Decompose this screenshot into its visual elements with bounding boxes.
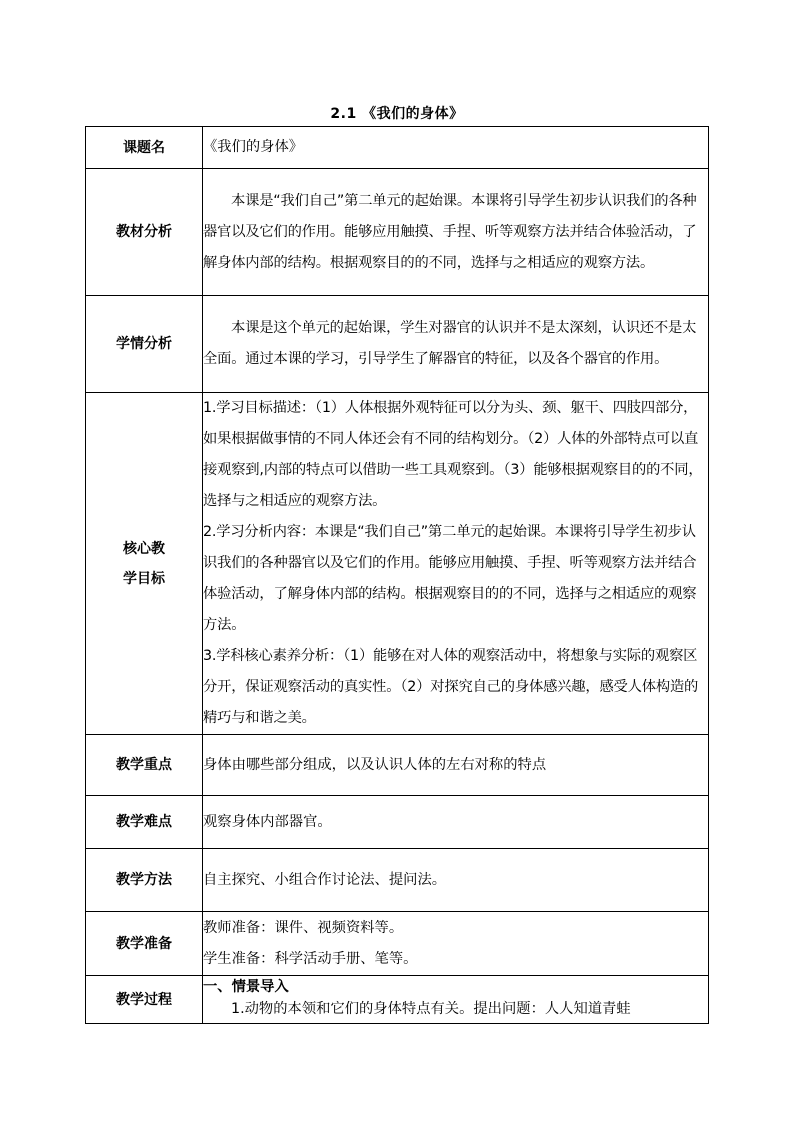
- process-heading: 一、情景导入: [203, 979, 289, 995]
- core-objectives-text: [203, 393, 709, 735]
- objective-item: 3.学科核心素养分析：（1）能够在对人体的观察活动中，将想象与实际的观察区分开，保证观察活动的真实性。（2）对探究自己的身体感兴趣，感受人体构造的精巧与和谐之美。: [203, 648, 699, 726]
- row-process: [86, 976, 709, 1024]
- difficulties-value: 观察身体内部器官。: [203, 796, 709, 849]
- row-key-points: [86, 735, 709, 796]
- methods-value: 自主探究、小组合作讨论法、提问法。: [203, 849, 709, 912]
- label-preparation: 教学准备: [86, 912, 203, 976]
- row-topic: [86, 127, 709, 169]
- process-text: [203, 976, 709, 1024]
- label-process: 教学过程: [86, 976, 203, 1024]
- material-analysis-paragraph: 本课是“我们自己”第二单元的起始课。本课将引导学生初步认识我们的各种器官以及它们的作用。能够应用触摸、手捏、听等观察方法并结合体验活动，了解身体内部的结构。根据观察目的的不同，选择与之相适应的观察方法。: [203, 192, 697, 271]
- student-preparation: 学生准备：科学活动手册、笔等。: [203, 950, 418, 967]
- label-core-objectives: 核心教学目标: [86, 393, 203, 735]
- document-title: 2.1 《我们的身体》: [330, 106, 464, 122]
- key-points-value: 身体由哪些部分组成，以及认识人体的左右对称的特点: [203, 735, 709, 796]
- label-student-analysis: 学情分析: [86, 296, 203, 393]
- row-core-objectives: [86, 393, 709, 735]
- row-preparation: [86, 912, 709, 976]
- preparation-text: [203, 912, 709, 976]
- material-analysis-text: [203, 169, 709, 296]
- row-student-analysis: [86, 296, 709, 393]
- objective-item: 1.学习目标描述：（1）人体根据外观特征可以分为头、颈、躯干、四肢四部分，如果根据做事情的不同人体还会有不同的结构划分。（2）人体的外部特点可以直接观察到,内部的特点可以借助一些工具观察到。（3）能够根据观察目的的不同，选择与之相适应的观察方法。: [203, 400, 703, 509]
- process-line: 1.动物的本领和它们的身体特点有关。提出问题：人人知道青蛙: [231, 1001, 631, 1017]
- label-material-analysis: 教材分析: [86, 169, 203, 296]
- label-key-points: 教学重点: [86, 735, 203, 796]
- objective-item: 2.学习分析内容：本课是“我们自己”第二单元的起始课。本课将引导学生初步认识我们的各种器官以及它们的作用。能够应用触摸、手捏、听等观察方法并结合体验活动，了解身体内部的结构。根据观察目的的不同，选择与之相适应的观察方法。: [203, 524, 697, 633]
- lesson-plan-table: [85, 126, 709, 1024]
- row-methods: [86, 849, 709, 912]
- label-topic: 课题名: [86, 127, 203, 169]
- student-analysis-paragraph: 本课是这个单元的起始课，学生对器官的认识并不是太深刻，认识还不是太全面。通过本课的学习，引导学生了解器官的特征，以及各个器官的作用。: [203, 320, 697, 367]
- row-material-analysis: [86, 169, 709, 296]
- label-methods: 教学方法: [86, 849, 203, 912]
- student-analysis-text: [203, 296, 709, 393]
- teacher-preparation: 教师准备：课件、视频资料等。: [203, 919, 404, 936]
- row-difficulties: [86, 796, 709, 849]
- topic-value: 《我们的身体》: [203, 127, 709, 169]
- label-difficulties: 教学难点: [86, 796, 203, 849]
